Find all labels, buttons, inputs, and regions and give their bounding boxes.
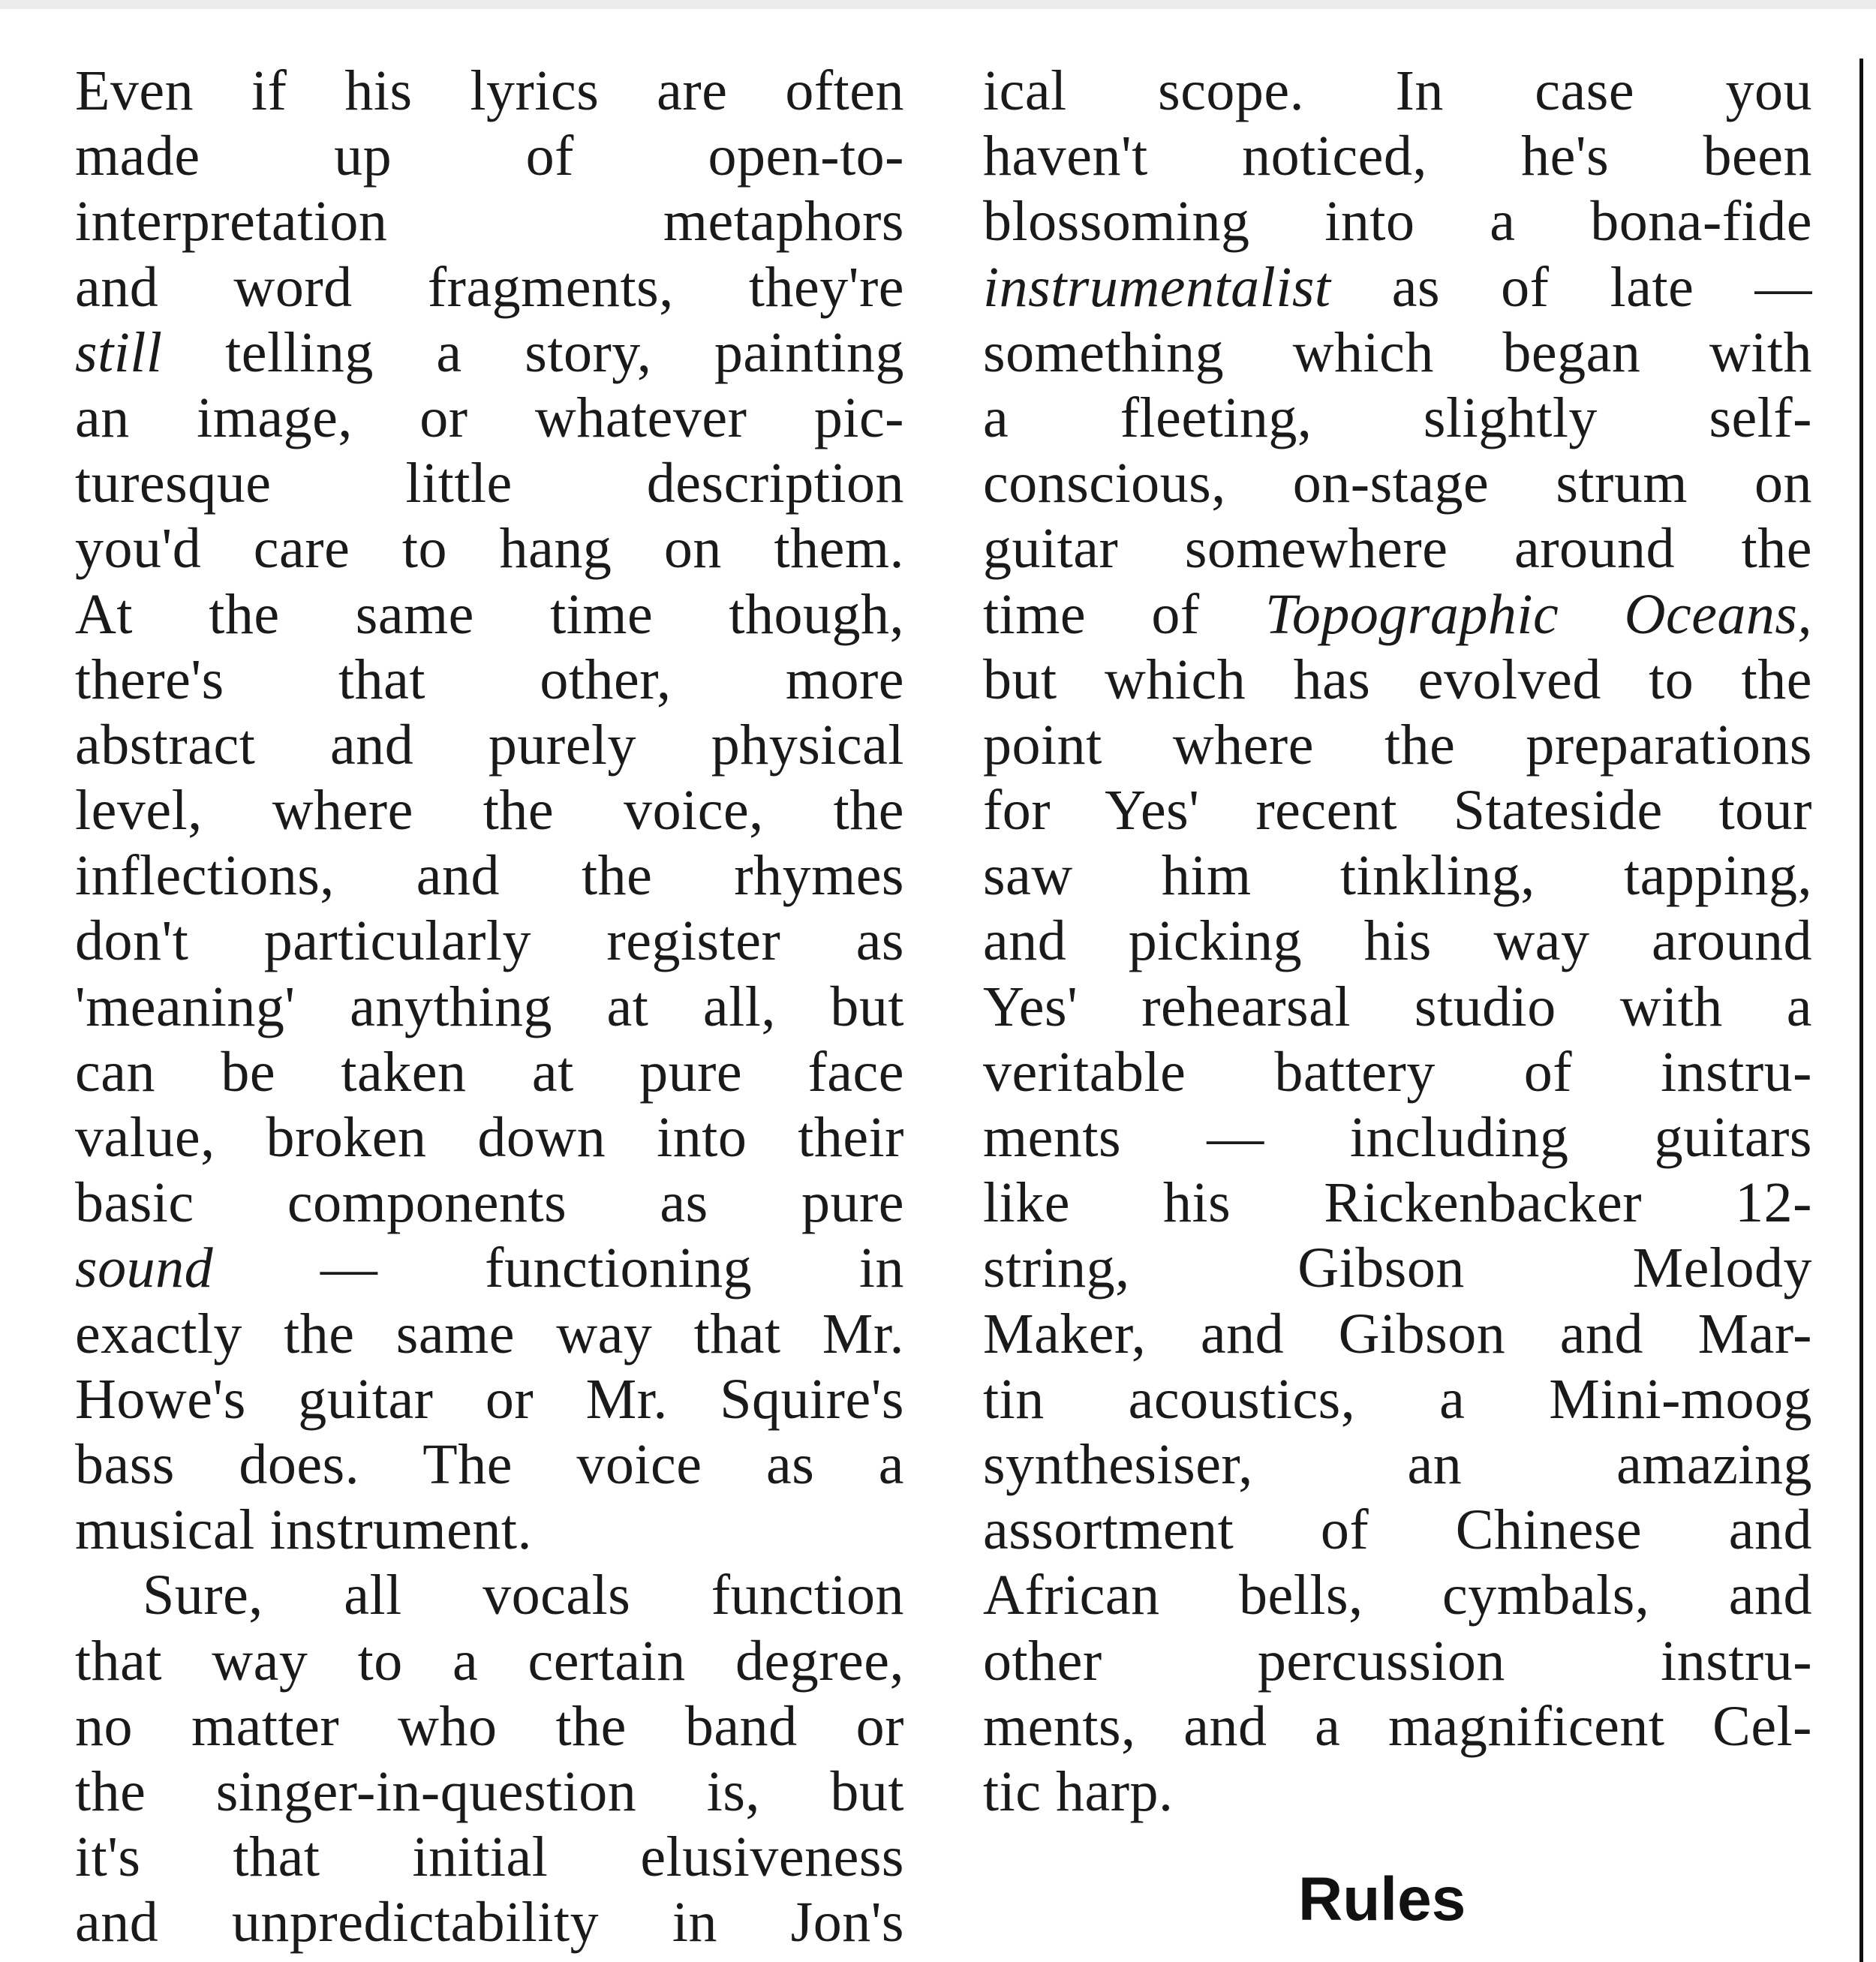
- text-line: veritable battery of instru-: [983, 1040, 1812, 1104]
- text-line: Sure, all vocals function: [143, 1564, 904, 1627]
- text-line: ments — including guitars: [983, 1106, 1812, 1169]
- text-line: you'd care to hang on them.: [75, 517, 904, 581]
- text-line: Even if his lyrics are often: [75, 59, 904, 122]
- article-column-right: [983, 59, 1812, 1825]
- text-line: guitar somewhere around the: [983, 517, 1812, 581]
- text-line: Yes' rehearsal studio with a: [983, 975, 1812, 1038]
- italic-emphasis: still: [75, 320, 163, 384]
- text-line: value, broken down into their: [75, 1106, 904, 1169]
- text-line: point where the preparations: [983, 713, 1812, 777]
- section-heading: Rules: [1298, 1865, 1466, 1933]
- text-line: ical scope. In case you: [983, 59, 1812, 122]
- text-line: and word fragments, they're: [75, 255, 904, 319]
- text-line: Maker, and Gibson and Mar-: [983, 1302, 1812, 1366]
- text-line: tic harp.: [983, 1759, 1174, 1823]
- text-line: At the same time though,: [75, 582, 904, 646]
- text-line: it's that initial elusiveness: [75, 1825, 904, 1889]
- text-line: a fleeting, slightly self-: [983, 386, 1812, 449]
- text-line: bass does. The voice as a: [75, 1432, 904, 1496]
- text-line: level, where the voice, the: [75, 779, 904, 843]
- text-line: like his Rickenbacker 12-: [983, 1171, 1812, 1235]
- text-line: exactly the same way that Mr.: [75, 1302, 904, 1366]
- text-line: haven't noticed, he's been: [983, 125, 1812, 188]
- text-line: turesque little description: [75, 452, 904, 515]
- text-line: Howe's guitar or Mr. Squire's: [75, 1367, 904, 1431]
- text-line: that way to a certain degree,: [75, 1629, 904, 1693]
- text-line: there's that other, more: [75, 647, 904, 711]
- text-line: no matter who the band or: [75, 1694, 904, 1758]
- italic-emphasis: instrumentalist: [983, 255, 1331, 319]
- text-line: blossoming into a bona-fide: [983, 190, 1812, 254]
- text-line: and picking his way around: [983, 909, 1812, 973]
- text-line: 'meaning' anything at all, but: [75, 975, 904, 1038]
- text-line: can be taken at pure face: [75, 1040, 904, 1104]
- text-line: something which began with: [983, 320, 1812, 384]
- text-line: time of Topographic Oceans,: [983, 582, 1813, 646]
- text-line: instrumentalist as of late —: [983, 255, 1812, 319]
- text-line: other percussion instru-: [983, 1629, 1812, 1693]
- text-line: conscious, on-stage strum on: [983, 452, 1812, 515]
- page-top-edge: [0, 0, 1876, 9]
- text-line: string, Gibson Melody: [983, 1236, 1812, 1300]
- article-column-left: [75, 59, 904, 1955]
- italic-emphasis: sound: [75, 1236, 214, 1300]
- text-line: African bells, cymbals, and: [983, 1564, 1812, 1627]
- italic-emphasis: Topographic Oceans,: [1265, 582, 1813, 646]
- text-line: sound — functioning in: [75, 1236, 904, 1300]
- text-line: basic components as pure: [75, 1171, 904, 1235]
- text-line: tin acoustics, a Mini-moog: [983, 1367, 1812, 1431]
- text-line: ments, and a magnificent Cel-: [983, 1694, 1812, 1758]
- text-line: abstract and purely physical: [75, 713, 904, 777]
- text-line: synthesiser, an amazing: [983, 1432, 1812, 1496]
- text-line: the singer-in-question is, but: [75, 1759, 904, 1823]
- text-line: for Yes' recent Stateside tour: [983, 779, 1812, 843]
- text-line: musical instrument.: [75, 1498, 532, 1562]
- text-line: assortment of Chinese and: [983, 1498, 1812, 1562]
- text-line: made up of open-to-: [75, 125, 904, 188]
- column-rule: [1859, 59, 1863, 1962]
- text-line: inflections, and the rhymes: [75, 844, 904, 908]
- text-line: don't particularly register as: [75, 909, 904, 973]
- text-line: an image, or whatever pic-: [75, 386, 904, 449]
- text-line: but which has evolved to the: [983, 647, 1812, 711]
- text-line: and unpredictability in Jon's: [75, 1891, 904, 1954]
- text-line: still telling a story, painting: [75, 320, 904, 384]
- text-line: saw him tinkling, tapping,: [983, 844, 1812, 908]
- text-line: interpretation metaphors: [75, 190, 904, 254]
